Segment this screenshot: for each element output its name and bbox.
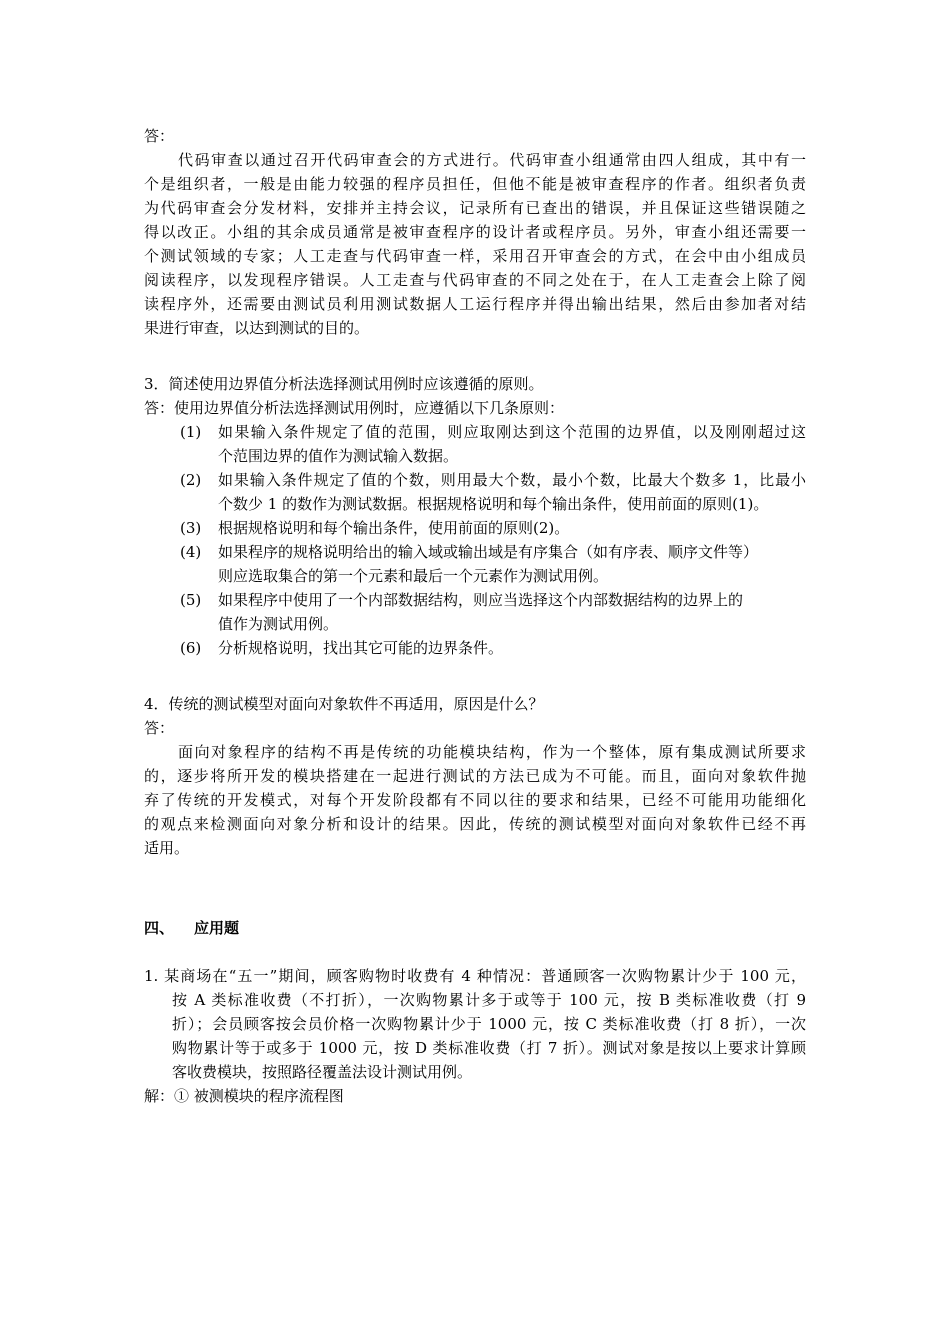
list-item-text: 如果程序中使用了一个内部数据结构，则应当选择这个内部数据结构的边界上的 bbox=[218, 591, 744, 609]
list-item-text: 分析规格说明，找出其它可能的边界条件。 bbox=[218, 639, 504, 657]
list-number: (4) bbox=[180, 543, 202, 561]
paragraph-line: 读程序外，还需要由测试员利用测试数据人工运行程序并得出输出结果，然后由参加者对结 bbox=[144, 295, 806, 313]
list-number: (3) bbox=[180, 519, 202, 537]
app-question-line: 购物累计等于或多于 1000 元，按 D 类标准收费（打 7 折）。测试对象是按以上要求计算顾 bbox=[172, 1039, 806, 1057]
question-4: 4．传统的测试模型对面向对象软件不再适用，原因是什么？ bbox=[144, 695, 544, 713]
section-heading bbox=[144, 916, 344, 940]
list-item-text: 个范围边界的值作为测试输入数据。 bbox=[218, 447, 459, 465]
list-number: (6) bbox=[180, 639, 202, 657]
list-item-text: 值作为测试用例。 bbox=[218, 615, 339, 633]
list-number: (5) bbox=[180, 591, 202, 609]
app-question-line: 折）；会员顾客按会员价格一次购物累计少于 1000 元，按 C 类标准收费（打 8 折），一次 bbox=[172, 1015, 806, 1033]
answer-label: 答： bbox=[144, 719, 175, 737]
list-number: (2) bbox=[180, 471, 202, 489]
section-number: 四、 bbox=[144, 919, 175, 937]
app-question-line: 1. 某商场在“五一”期间，顾客购物时收费有 4 种情况：普通顾客一次购物累计少于 100 元， bbox=[144, 967, 806, 985]
list-item-text: 个数少 1 的数作为测试数据。根据规格说明和每个输出条件，使用前面的原则(1)。 bbox=[218, 495, 769, 513]
paragraph-line: 的观点来检测面向对象分析和设计的结果。因此，传统的测试模型对面向对象软件已经不再 bbox=[144, 815, 806, 833]
answer-label: 答： bbox=[144, 127, 175, 145]
paragraph-line: 为代码审查会分发材料，安排并主持会议，记录所有已查出的错误，并且保证这些错误随之 bbox=[144, 199, 806, 217]
section-title: 应用题 bbox=[194, 919, 240, 937]
list-item-text: 如果输入条件规定了值的范围，则应取刚达到这个范围的边界值，以及刚刚超过这 bbox=[218, 423, 806, 441]
paragraph-line: 代码审查以通过召开代码审查会的方式进行。代码审查小组通常由四人组成，其中有一 bbox=[178, 151, 806, 169]
paragraph-line: 个是组织者，一般是由能力较强的程序员担任，但他不能是被审查程序的作者。组织者负责 bbox=[144, 175, 806, 193]
paragraph-line: 得以改正。小组的其余成员通常是被审查程序的设计者或程序员。另外，审查小组还需要一 bbox=[144, 223, 806, 241]
paragraph-line: 弃了传统的开发模式，对每个开发阶段都有不同以往的要求和结果，已经不可能用功能细化 bbox=[144, 791, 806, 809]
list-item-text: 如果输入条件规定了值的个数，则用最大个数，最小个数，比最大个数多 1，比最小 bbox=[218, 471, 806, 489]
question-3-answer-intro: 答：使用边界值分析法选择测试用例时，应遵循以下几条原则： bbox=[144, 399, 565, 417]
question-3: 3．简述使用边界值分析法选择测试用例时应该遵循的原则。 bbox=[144, 375, 544, 393]
app-question-line: 客收费模块，按照路径覆盖法设计测试用例。 bbox=[172, 1063, 473, 1081]
paragraph-line: 果进行审查，以达到测试的目的。 bbox=[144, 319, 370, 337]
paragraph-line: 阅读程序，以发现程序错误。人工走查与代码审查的不同之处在于，在人工走查会上除了阅 bbox=[144, 271, 806, 289]
list-item-text: 则应选取集合的第一个元素和最后一个元素作为测试用例。 bbox=[218, 567, 609, 585]
list-item-text: 根据规格说明和每个输出条件，使用前面的原则(2)。 bbox=[218, 519, 570, 537]
list-number: (1) bbox=[180, 423, 202, 441]
paragraph-line: 面向对象程序的结构不再是传统的功能模块结构，作为一个整体，原有集成测试所要求 bbox=[178, 743, 806, 761]
paragraph-line: 个测试领域的专家；人工走查与代码审查一样，采用召开审查会的方式，在会中由小组成员 bbox=[144, 247, 806, 265]
paragraph-line: 的，逐步将所开发的模块搭建在一起进行测试的方法已成为不可能。而且，面向对象软件抛 bbox=[144, 767, 806, 785]
paragraph-line: 适用。 bbox=[144, 839, 190, 857]
list-item-text: 如果程序的规格说明给出的输入域或输出域是有序集合（如有序表、顺序文件等） bbox=[218, 543, 759, 561]
app-question-line: 按 A 类标准收费（不打折），一次购物累计多于或等于 100 元，按 B 类标准收费（打 9 bbox=[172, 991, 806, 1009]
solution-line: 解：① 被测模块的程序流程图 bbox=[144, 1087, 344, 1105]
